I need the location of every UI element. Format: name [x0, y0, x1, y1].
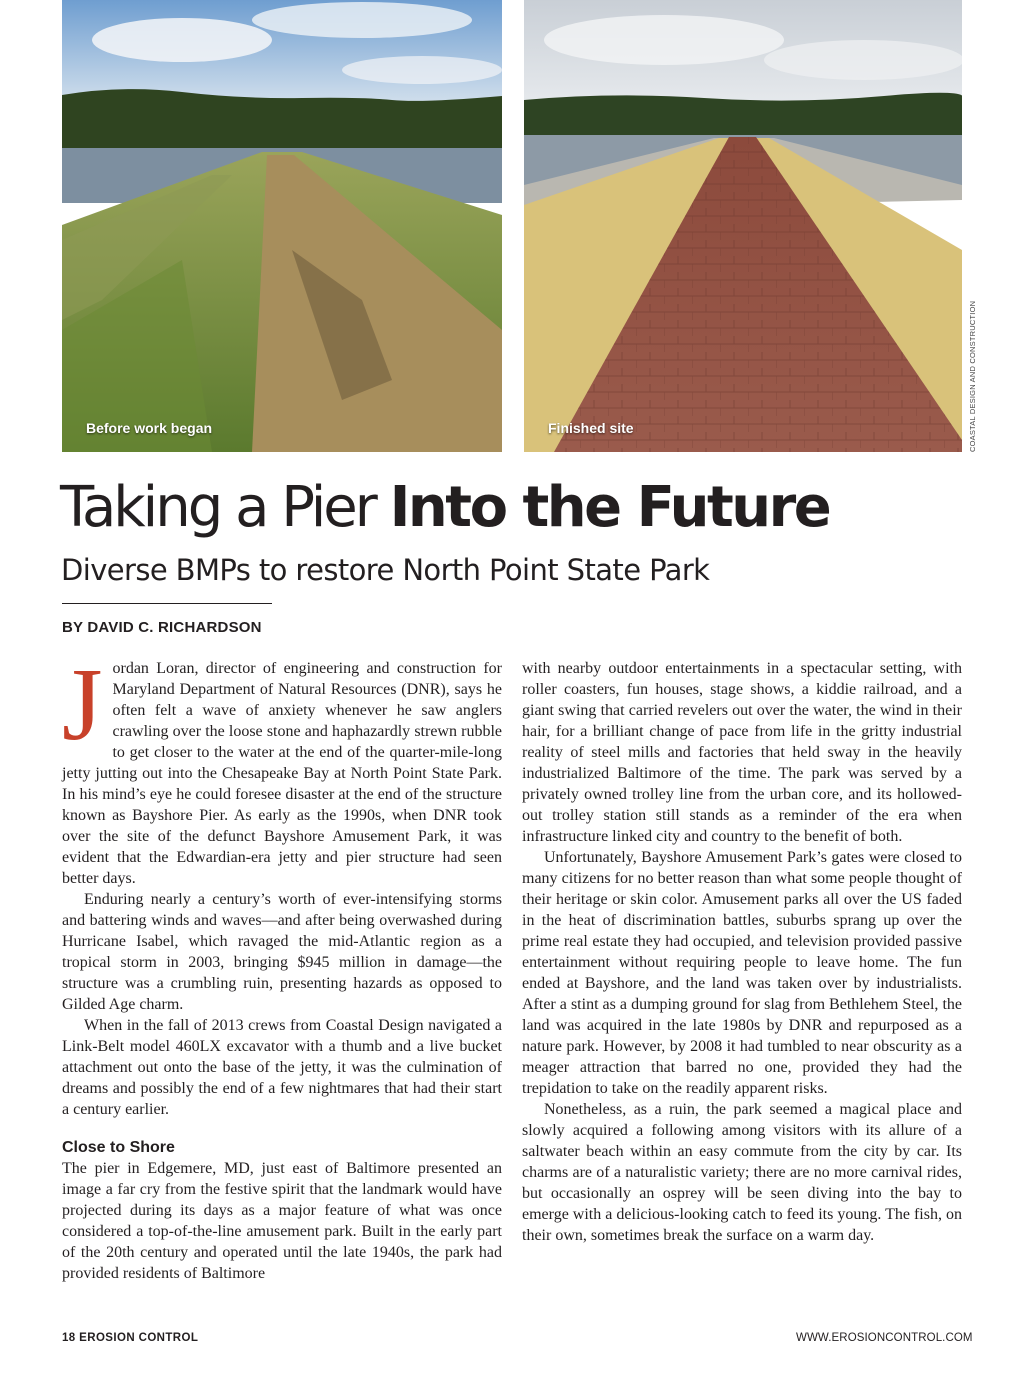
finished-photo: [524, 0, 962, 452]
paragraph: Enduring nearly a century’s worth of ever-intensifying storms and battering winds and waves—and after being overwashed during Hurricane Isabel, which ravaged the mid-Atlantic region as a tropical storm in 2003, bringing $945 million in damage—the structure was a crumbling ruin, presenting hazards as opposed to Gilded Age charm.: [62, 891, 502, 1013]
paragraph-intro: [62, 647, 502, 889]
paragraph: Unfortunately, Bayshore Amusement Park’s gates were closed to many citizens for no better reason than what some people thought of their heritage or skin color. Amusement parks all over the US faded in the heat of discrimination battles, suburbs sprang up over the prime real estate they had occupied, and television provided passive entertainment without requiring people to leave home. The fun ended at Bayshore, and the land was taken over by industrialists. After a stint as a dumping ground for slag from Bethlehem Steel, the land was acquired in the late 1980s by DNR and repurposed as a nature park. However, by 2008 it had tumbled to near obscurity as a meager attraction that barred no one, provided they had the trepidation to take on the readily apparent risks.: [522, 849, 962, 1097]
byline: BY DAVID C. RICHARDSON: [62, 619, 262, 636]
before-caption: Before work began: [86, 420, 213, 436]
article-column-left: [62, 647, 502, 1284]
title-divider: [62, 603, 272, 604]
paragraph-intro-text: ordan Loran, director of engineering and construction for Maryland Department of Natural Resources (DNR), says he often felt a wave of anxiety whenever he saw anglers crawling over the loose stone and haphazardly strewn rubble to get closer to the water at the end of the quarter-mile-long jetty jutting out into the Chesapeake Bay at North Point State Park. In his mind’s eye he could foresee disaster at the end of the structure known as Bayshore Pier. As early as the 1990s, when DNR took over the site of the defunct Bayshore Amusement Park, it was evident that the Edwardian-era jetty and pier structure had seen better days.: [62, 660, 502, 887]
title-light: Taking a Pier: [60, 475, 375, 540]
paragraph: Nonetheless, as a ruin, the park seemed a magical place and slowly acquired a following among visitors with its allure of a saltwater beach within an easy commute from the city by car. Its charms are of a naturalistic variety; there are no more carnival rides, but occasionally an osprey will be seen diving into the bay to emerge with a delicious-looking catch to feed its young. The fish, on their own, sometimes break the surface on a warm day.: [522, 1101, 962, 1244]
drop-cap: J: [62, 647, 103, 762]
article-subtitle: Diverse BMPs to restore North Point State Park: [61, 553, 710, 587]
section-heading: Close to Shore: [62, 1139, 175, 1156]
website-url: WWW.EROSIONCONTROL.COM: [796, 1332, 973, 1344]
paragraph: with nearby outdoor entertainments in a spectacular setting, with roller coasters, fun houses, stage shows, a kiddie railroad, and a giant swing that carried revelers out over the water, the wind in their hair, for a brilliant change of pace from life in the gritty industrial reality of steel mills and factories that held sway in the heavily industrialized Baltimore of the time. The park was served by a privately owned trolley line from the urban core, and its hollowed-out trolley station still stands as a reminder of the era when infrastructure linked city and country to the benefit of both.: [522, 660, 962, 845]
finished-caption: Finished site: [548, 420, 634, 436]
article-column-right: [522, 658, 962, 1246]
before-photo-image: [62, 0, 502, 452]
title-bold: Into the Future: [389, 475, 830, 540]
page-number-label: 18 EROSION CONTROL: [62, 1332, 199, 1344]
finished-photo-image: [524, 0, 962, 452]
article-title: [60, 470, 829, 546]
photo-credit: COASTAL DESIGN AND CONSTRUCTION: [968, 300, 977, 452]
before-photo: [62, 0, 502, 452]
paragraph: The pier in Edgemere, MD, just east of Baltimore presented an image a far cry from the festive spirit that the landmark would have projected during its days as a major feature of what was once considered a top-of-the-line amusement park. Built in the early part of the 20th century and operated until the late 1940s, the park had provided residents of Baltimore: [62, 1160, 502, 1282]
paragraph: When in the fall of 2013 crews from Coastal Design navigated a Link-Belt model 460LX excavator with a thumb and a live bucket attachment out onto the base of the jetty, it was the culmination of dreams and possibly the end of a few nightmares that had their start a century earlier.: [62, 1017, 502, 1118]
